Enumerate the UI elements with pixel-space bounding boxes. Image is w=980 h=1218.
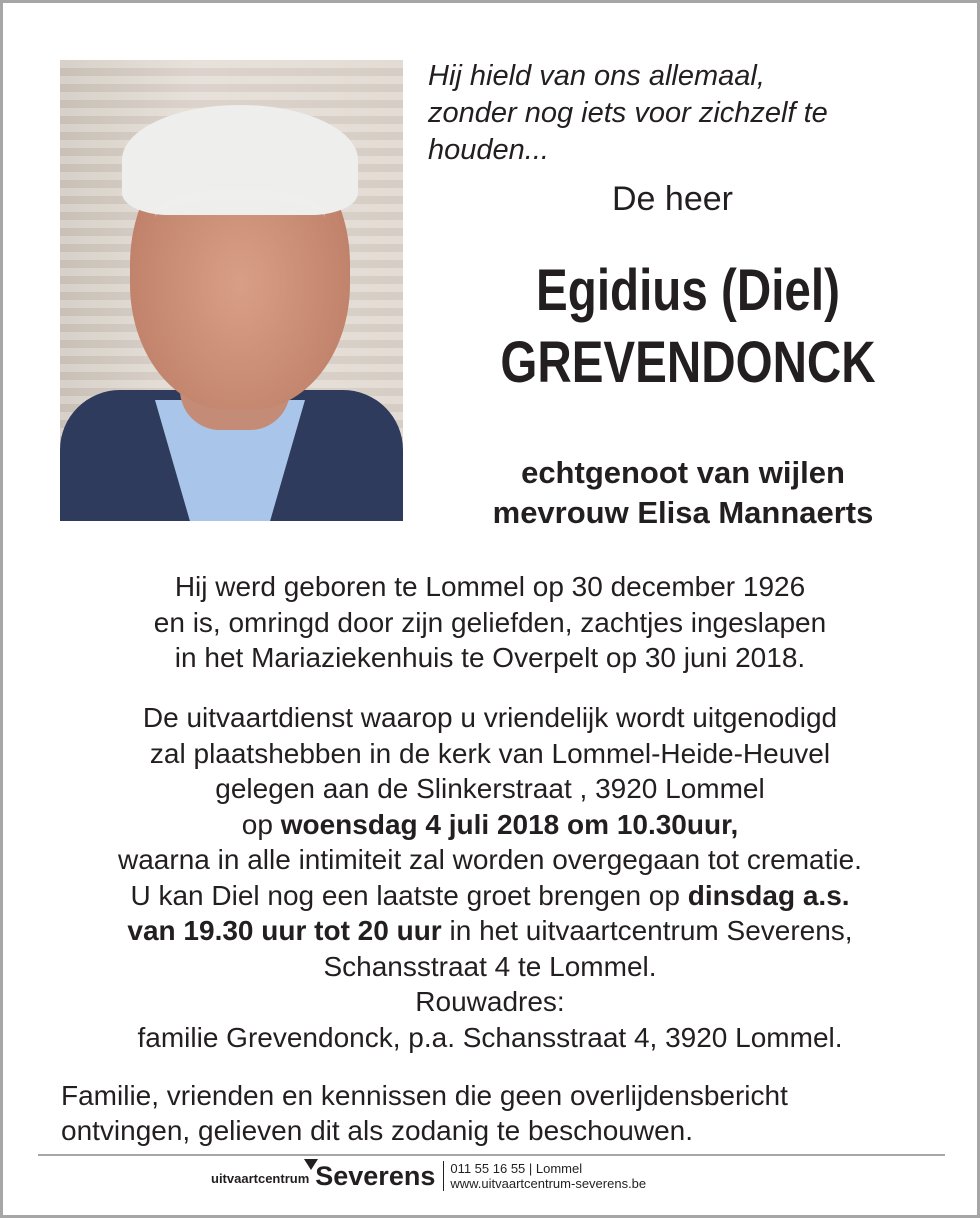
- triangle-icon: [304, 1159, 318, 1170]
- brand-logo: [315, 1161, 435, 1191]
- quote-line: zonder nog iets voor zichzelf te: [428, 97, 828, 129]
- deceased-name: [487, 255, 889, 399]
- quote: [428, 58, 828, 169]
- closing-line: ontvingen, gelieven dit als zodanig te beschouwen.: [61, 1115, 693, 1146]
- closing-note: [61, 1078, 788, 1148]
- portrait-photo: [60, 60, 403, 521]
- closing-line: Familie, vrienden en kennissen die geen overlijdensbericht: [61, 1080, 788, 1111]
- service-line: zal plaatshebben in de kerk van Lommel-Heide-Heuvel: [149, 737, 831, 769]
- bio-line: en is, omringd door zijn geliefden, zachtjes ingeslapen: [153, 606, 827, 638]
- quote-line: Hij hield van ons allemaal,: [428, 60, 765, 92]
- service-line: [3, 878, 977, 914]
- service-line: De uitvaartdienst waarop u vriendelijk wordt uitgenodigd: [142, 702, 838, 733]
- mourning-address: familie Grevendonck, p.a. Schansstraat 4, 3920 Lommel.: [137, 1021, 843, 1053]
- divider: [38, 1154, 945, 1156]
- first-name: Egidius (Diel): [536, 258, 840, 323]
- text: op: [241, 808, 281, 840]
- service-line: [3, 807, 977, 843]
- bio-line: in het Mariaziekenhuis te Overpelt op 30 juni 2018.: [174, 642, 806, 673]
- website: www.uitvaartcentrum-severens.be: [450, 1176, 647, 1191]
- spouse-line: echtgenoot van wijlen: [521, 455, 845, 490]
- bio-line: Hij werd geboren te Lommel op 30 december 1926: [174, 571, 806, 602]
- contact-info: [450, 1161, 646, 1191]
- separator: [443, 1161, 444, 1191]
- service-line: waarna in alle intimiteit zal worden overgegaan tot crematie.: [118, 844, 862, 875]
- footer-prefix: uitvaartcentrum: [211, 1171, 310, 1186]
- spouse-info: [433, 453, 933, 533]
- mourning-address-label: Rouwadres:: [415, 986, 565, 1017]
- text: U kan Diel nog een laatste groet brengen op: [130, 879, 688, 911]
- spouse-line: mevrouw Elisa Mannaerts: [492, 495, 874, 530]
- birth-death-info: [3, 569, 977, 676]
- funeral-home-footer: [211, 1161, 646, 1191]
- salutation: De heer: [612, 180, 733, 218]
- service-line: Schansstraat 4 te Lommel.: [323, 950, 657, 982]
- service-datetime: woensdag 4 juli 2018 om 10.30uur,: [280, 808, 739, 840]
- service-line: [3, 913, 977, 949]
- last-name: GREVENDONCK: [500, 330, 876, 395]
- brand-name: Severens: [315, 1161, 436, 1191]
- funeral-service-info: [3, 700, 977, 1055]
- visitation-time: van 19.30 uur tot 20 uur: [127, 915, 442, 946]
- service-line: gelegen aan de Slinkerstraat , 3920 Lommel: [215, 773, 765, 804]
- text: in het uitvaartcentrum Severens,: [441, 915, 853, 946]
- quote-line: houden...: [428, 134, 549, 166]
- phone: 011 55 16 55 | Lommel: [450, 1161, 583, 1176]
- visitation-day: dinsdag a.s.: [687, 879, 850, 911]
